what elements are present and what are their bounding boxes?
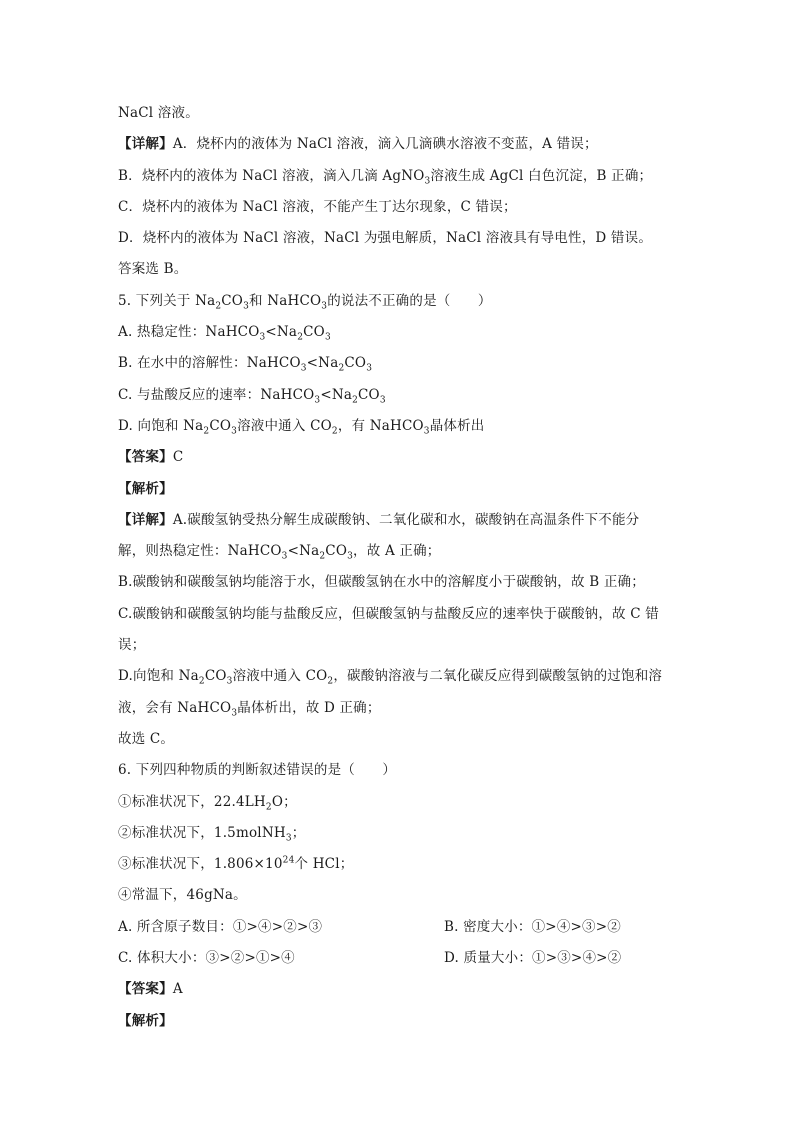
- option-row: [118, 912, 678, 943]
- subscript: 3: [285, 833, 292, 844]
- text-run: 答案选 B。: [118, 261, 188, 278]
- text-run: A．烧杯内的液体为 NaCl 溶液，滴入几滴碘水溶液不变蓝，A 错误；: [172, 136, 598, 153]
- text-run: CO: [325, 543, 348, 560]
- subscript: 3: [424, 176, 431, 187]
- text-run: CO: [344, 355, 367, 372]
- text-run: CO: [209, 417, 232, 434]
- text-run: 溶液中通入 CO: [232, 668, 328, 685]
- subscript: 2: [198, 677, 205, 688]
- text-run: 个 HCl；: [294, 856, 354, 873]
- text-run: B. 在水中的溶解性：NaHCO: [118, 355, 301, 372]
- text-line: [118, 411, 678, 442]
- subscript: 2: [331, 426, 338, 437]
- text-run: <Na: [306, 355, 339, 372]
- text-line: [118, 755, 678, 786]
- text-run: A. 所含原子数目：①>④>②>③: [118, 918, 323, 935]
- text-run: A. 热稳定性：NaHCO: [118, 324, 260, 341]
- section-label: 【详解】: [118, 511, 173, 528]
- text-run: D.向饱和 Na: [118, 668, 199, 685]
- subscript: 3: [321, 301, 328, 312]
- subscript: 3: [314, 395, 321, 406]
- subscript: 3: [423, 426, 430, 437]
- text-run: ，碳酸钠溶液与二氧化碳反应得到碳酸氢钠的过饱和溶: [333, 668, 663, 685]
- text-run: CO: [204, 668, 227, 685]
- text-run: C.碳酸钠和碳酸氢钠均能与盐酸反应，但碳酸氢钠与盐酸反应的速率快于碳酸钠，故 C 错: [118, 605, 659, 622]
- text-line: [118, 223, 678, 254]
- text-line: [118, 974, 678, 1005]
- text-line: [118, 599, 678, 630]
- text-line: [118, 98, 678, 129]
- subscript: 3: [231, 426, 238, 437]
- section-label: 【详解】: [118, 136, 173, 153]
- option-item: [118, 912, 444, 943]
- text-run: CO: [221, 292, 244, 309]
- subscript: 3: [231, 708, 238, 719]
- text-line: [118, 161, 678, 192]
- section-label: 【答案】: [118, 981, 173, 998]
- text-run: 溶液生成 AgCl 白色沉淀，B 正确；: [430, 167, 653, 184]
- text-line: [118, 442, 678, 473]
- subscript: 2: [203, 426, 210, 437]
- text-line: [118, 880, 678, 911]
- text-run: D. 质量大小：①>③>④>②: [444, 950, 622, 967]
- text-run: <Na: [265, 324, 298, 341]
- text-run: 6. 下列四种物质的判断叙述错误的是（ ）: [118, 762, 397, 779]
- subscript: 2: [352, 395, 359, 406]
- subscript: 2: [297, 332, 304, 343]
- text-run: 液，会有 NaHCO: [118, 699, 232, 716]
- text-line: [118, 849, 678, 880]
- text-line: [118, 129, 678, 160]
- text-line: [118, 505, 678, 536]
- text-run: <Na: [287, 543, 320, 560]
- text-run: CO: [303, 324, 325, 341]
- text-line: [118, 787, 678, 818]
- document-page: [118, 98, 678, 1037]
- option-row: [118, 943, 678, 974]
- text-run: 溶液中通入 CO: [237, 417, 332, 434]
- subscript: 3: [366, 364, 373, 375]
- text-run: ②标准状况下，1.5molNH: [118, 824, 286, 841]
- subscript: 2: [215, 301, 222, 312]
- text-run: ，故 A 正确；: [353, 543, 441, 560]
- text-run: A.碳酸氢钠受热分解生成碳酸钠、二氧化碳和水，碳酸钠在高温条件下不能分: [172, 511, 640, 528]
- subscript: 2: [327, 677, 334, 688]
- text-line: [118, 348, 678, 379]
- section-label: 【解析】: [118, 480, 173, 497]
- text-line: [118, 317, 678, 348]
- text-line: [118, 818, 678, 849]
- text-run: O；: [271, 793, 297, 810]
- option-item: [444, 912, 621, 943]
- subscript: 3: [324, 332, 331, 343]
- text-run: C. 与盐酸反应的速率：NaHCO: [118, 386, 315, 403]
- subscript: 3: [226, 677, 233, 688]
- text-run: 的说法不正确的是（ ）: [327, 292, 492, 309]
- text-run: C: [172, 449, 184, 466]
- text-run: 和 NaHCO: [249, 292, 322, 309]
- text-run: C. 体积大小：③>②>①>④: [118, 950, 295, 967]
- text-run: 晶体析出: [429, 417, 485, 434]
- text-line: [118, 286, 678, 317]
- text-run: A: [172, 981, 183, 998]
- text-run: 误；: [118, 637, 146, 654]
- subscript: 3: [347, 551, 354, 562]
- subscript: 3: [243, 301, 250, 312]
- text-run: ④常温下，46gNa。: [118, 887, 247, 904]
- text-line: [118, 536, 678, 567]
- text-run: D. 向饱和 Na: [118, 417, 204, 434]
- text-line: [118, 474, 678, 505]
- text-run: 故选 C。: [118, 730, 175, 747]
- text-run: CO: [358, 386, 380, 403]
- text-run: 5. 下列关于 Na: [118, 292, 216, 309]
- text-line: [118, 630, 678, 661]
- text-line: [118, 1006, 678, 1037]
- subscript: 2: [319, 551, 326, 562]
- text-line: [118, 192, 678, 223]
- text-run: ，有 NaHCO: [337, 417, 424, 434]
- superscript: 24: [282, 855, 295, 866]
- subscript: 2: [265, 802, 272, 813]
- section-label: 【答案】: [118, 449, 173, 466]
- text-run: B. 密度大小：①>④>③>②: [444, 918, 621, 935]
- text-line: [118, 724, 678, 755]
- text-run: D．烧杯内的液体为 NaCl 溶液，NaCl 为强电解质，NaCl 溶液具有导电性，D 错误。: [118, 230, 653, 247]
- option-item: [444, 943, 621, 974]
- text-run: 解，则热稳定性：NaHCO: [118, 543, 282, 560]
- text-run: NaCl 溶液。: [118, 105, 199, 121]
- subscript: 3: [300, 364, 307, 375]
- text-run: ；: [291, 824, 306, 841]
- text-run: ①标准状况下，22.4LH: [118, 793, 266, 810]
- subscript: 3: [379, 395, 386, 406]
- text-line: [118, 380, 678, 411]
- section-label: 【解析】: [118, 1012, 173, 1029]
- text-line: [118, 661, 678, 692]
- text-line: [118, 693, 678, 724]
- option-item: [118, 943, 444, 974]
- text-run: C．烧杯内的液体为 NaCl 溶液，不能产生丁达尔现象，C 错误；: [118, 198, 517, 215]
- subscript: 3: [259, 332, 266, 343]
- text-run: ③标准状况下，1.806×10: [118, 856, 283, 873]
- text-run: 晶体析出，故 D 正确；: [237, 699, 381, 716]
- text-run: B.碳酸钠和碳酸氢钠均能溶于水，但碳酸氢钠在水中的溶解度小于碳酸钠，故 B 正确；: [118, 574, 645, 591]
- subscript: 3: [281, 551, 288, 562]
- text-run: <Na: [320, 386, 353, 403]
- text-line: [118, 254, 678, 285]
- text-run: B．烧杯内的液体为 NaCl 溶液，滴入几滴 AgNO: [118, 167, 425, 184]
- subscript: 2: [338, 364, 345, 375]
- text-line: [118, 567, 678, 598]
